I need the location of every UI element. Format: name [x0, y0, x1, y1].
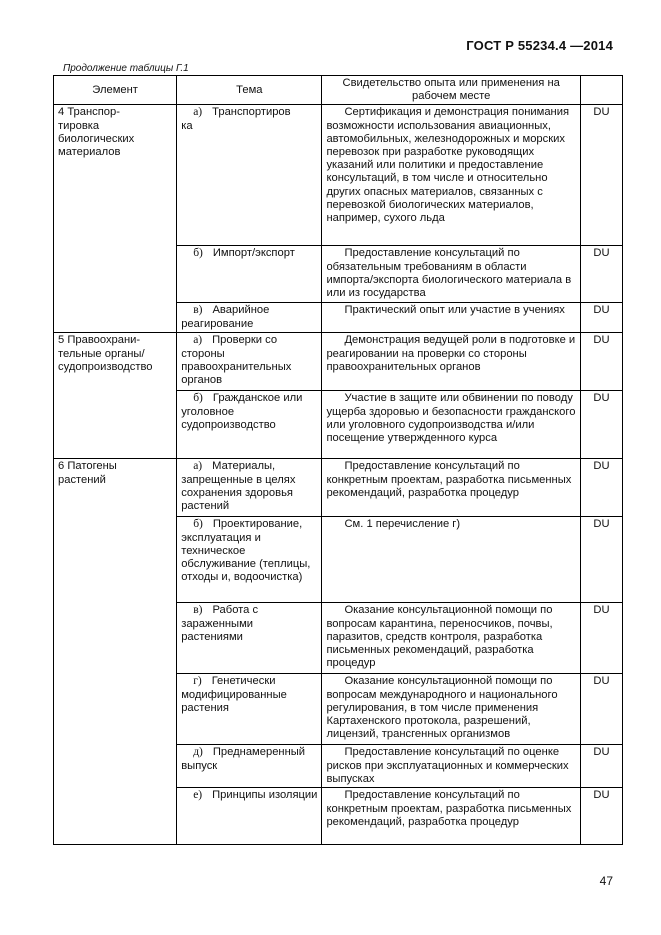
code-cell: DU: [580, 517, 622, 603]
code-cell: DU: [580, 745, 622, 788]
topic-letter: а): [193, 460, 203, 473]
topic-letter: б): [193, 518, 203, 531]
evidence-cell: Предоставление консультаций по конкретным проектам, разработка письменных рекомендаций, разработка процедур: [322, 788, 580, 845]
topic-cell: [177, 459, 322, 517]
table-row: [54, 105, 623, 246]
code-cell: DU: [580, 105, 622, 246]
evidence-cell: Предоставление консультаций по конкретным проектам, разработка письменных рекомендаций, разработка процедур: [322, 459, 580, 517]
topic-letter: г): [193, 675, 202, 688]
topic-letter: в): [193, 304, 203, 317]
topic-text: Генетически модифицированные растения: [181, 675, 287, 714]
topic-cell: [177, 333, 322, 391]
topic-letter: а): [193, 334, 203, 347]
code-cell: DU: [580, 333, 622, 391]
table-header-row: [54, 76, 623, 105]
topic-text: Проектирование, эксплуатация и техническое обслуживание (теплицы, отходы и, водоочистка): [181, 518, 311, 584]
topic-letter: в): [193, 604, 203, 617]
column-header-evidence: Свидетельство опыта или применения на рабочем месте: [322, 76, 580, 105]
element-cell: 5 Правоохрани- тельные органы/ судопроизводство: [54, 333, 177, 459]
code-cell: DU: [580, 674, 622, 745]
topic-text: Импорт/экспорт: [212, 247, 295, 260]
topic-text: Аварийное реагирование: [181, 304, 270, 330]
document-code: ГОСТ Р 55234.4 —2014: [466, 38, 613, 53]
evidence-cell: Сертификация и демонстрация понимания возможности использования авиационных, автомобильных, железнодорожных и морских перевозок при разработке руководящих указаний или политики и предоставление консультаций, в том числе и относительно других опасных материалов, связанных с перевозкой биологических материалов, например, сухого льда: [322, 105, 580, 246]
code-cell: DU: [580, 788, 622, 845]
topic-text: Транспортиров ка: [181, 106, 291, 132]
evidence-cell: Практический опыт или участие в учениях: [322, 303, 580, 333]
table-row: [54, 333, 623, 391]
code-cell: DU: [580, 459, 622, 517]
element-cell: 6 Патогены растений: [54, 459, 177, 845]
topic-cell: [177, 745, 322, 788]
topic-cell: [177, 517, 322, 603]
topic-letter: д): [193, 746, 203, 759]
topic-letter: а): [193, 106, 203, 119]
topic-cell: [177, 788, 322, 845]
column-header-element: Элемент: [54, 76, 177, 105]
topic-text: Работа с зараженными растениями: [181, 604, 259, 643]
topic-letter: б): [193, 247, 203, 260]
code-cell: DU: [580, 303, 622, 333]
topic-text: Гражданское или уголовное судопроизводство: [181, 392, 303, 431]
element-cell: 4 Транспор- тировка биологических материалов: [54, 105, 177, 333]
evidence-cell: Участие в защите или обвинении по поводу ущерба здоровью и безопасности гражданского или уголовного судопроизводства и/или посещение утвержденного курса: [322, 391, 580, 459]
evidence-cell: Предоставление консультаций по обязательным требованиям в области импорта/экспорта биологического материала в или из государства: [322, 246, 580, 303]
topic-text: Материалы, запрещенные в целях сохранения здоровья растений: [181, 460, 296, 513]
competence-table: [53, 75, 623, 845]
topic-cell: [177, 603, 322, 674]
evidence-cell: Демонстрация ведущей роли в подготовке и реагировании на проверки со стороны правоохранительных органов: [322, 333, 580, 391]
evidence-cell: Предоставление консультаций по оценке рисков при эксплуатационных и коммерческих выпусках: [322, 745, 580, 788]
topic-text: Преднамеренный выпуск: [181, 746, 306, 772]
column-header-topic: Тема: [177, 76, 322, 105]
code-cell: DU: [580, 391, 622, 459]
code-cell: DU: [580, 603, 622, 674]
evidence-cell: Оказание консультационной помощи по вопросам карантина, переносчиков, почвы, паразитов, средств контроля, разработка письменных рекомендаций, разработка процедур: [322, 603, 580, 674]
table-caption: Продолжение таблицы Г.1: [63, 63, 189, 74]
topic-letter: б): [193, 392, 203, 405]
topic-cell: [177, 303, 322, 333]
page-number: 47: [599, 874, 613, 888]
column-header-code: [580, 76, 622, 105]
topic-letter: е): [193, 789, 203, 802]
table-row: [54, 459, 623, 517]
table-body: [54, 105, 623, 845]
topic-text: Принципы изоляции: [212, 789, 318, 802]
topic-cell: [177, 246, 322, 303]
topic-cell: [177, 674, 322, 745]
topic-text: Проверки со стороны правоохранительных органов: [181, 334, 292, 387]
evidence-cell: См. 1 перечисление г): [322, 517, 580, 603]
code-cell: DU: [580, 246, 622, 303]
evidence-cell: Оказание консультационной помощи по вопросам международного и национального регулирования, в том числе применения Картахенского протокола, разрешений, лицензий, трансгенных организмов: [322, 674, 580, 745]
topic-cell: [177, 105, 322, 246]
topic-cell: [177, 391, 322, 459]
